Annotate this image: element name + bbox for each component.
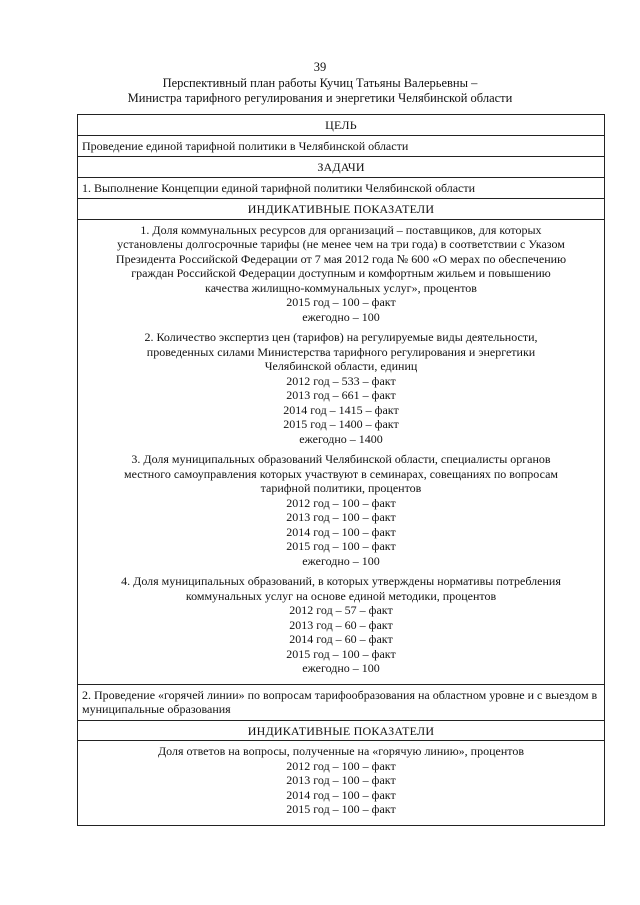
indicator-item xyxy=(86,574,596,676)
plan-table xyxy=(77,114,605,826)
indicator-text-line: Челябинской области, единиц xyxy=(264,359,418,373)
indicator-text-line: коммунальных услуг на основе единой методики, процентов xyxy=(185,588,497,603)
indicator-text-line: 4. Доля муниципальных образований, в которых утверждены нормативы потребления xyxy=(121,574,561,588)
indicator-value: 2013 год – 100 – факт xyxy=(286,510,396,524)
indicators-block-2 xyxy=(78,741,604,825)
indicator-text-line: граждан Российской Федерации доступным и комфортным жильем и повышению xyxy=(131,266,551,280)
indicator-value: ежегодно – 100 xyxy=(302,309,380,324)
indicator-text-line: проведенных силами Министерства тарифного регулирования и энергетики xyxy=(146,344,536,359)
indicator-value: 2014 год – 100 – факт xyxy=(286,787,396,802)
indicator-values xyxy=(86,496,596,569)
indicator-text-line: местного самоуправления которых участвуют в семинарах, совещаниях по вопросам xyxy=(123,466,558,481)
indicator-value: 2013 год – 100 – факт xyxy=(286,773,396,787)
indicator-value: 2014 год – 60 – факт xyxy=(289,632,393,646)
indicator-value: 2012 год – 100 – факт xyxy=(286,758,396,773)
page-title xyxy=(0,76,640,106)
tasks-header: ЗАДАЧИ xyxy=(78,157,604,178)
indicator-value: 2012 год – 533 – факт xyxy=(286,373,396,388)
indicator-values xyxy=(86,759,596,817)
indicator-values xyxy=(86,295,596,324)
indicator-text-line: Президента Российской Федерации от 7 мая 2012 года № 600 «О мерах по обеспечению xyxy=(115,251,567,266)
indicator-value: 2013 год – 60 – факт xyxy=(289,617,393,632)
indicator-value: 2014 год – 1415 – факт xyxy=(283,402,399,417)
indicator-value: 2015 год – 100 – факт xyxy=(286,539,396,553)
indicator-text-line: тарифной политики, процентов xyxy=(260,481,422,495)
indicator-text-line: качества жилищно-коммунальных услуг», процентов xyxy=(205,280,477,295)
task-1: 1. Выполнение Концепции единой тарифной политики Челябинской области xyxy=(78,178,604,200)
indicator-value: 2012 год – 57 – факт xyxy=(289,603,393,617)
indicator-text-line: 2. Количество экспертиз цен (тарифов) на регулируемые виды деятельности, xyxy=(144,330,538,344)
indicator-value: ежегодно – 1400 xyxy=(299,431,383,446)
indicator-value: 2012 год – 100 – факт xyxy=(286,495,396,510)
indicator-text-line: установлены долгосрочные тарифы (не менее чем на три года) в соответствии с Указом xyxy=(117,237,565,251)
indicator-value: ежегодно – 100 xyxy=(302,553,380,568)
goal-text: Проведение единой тарифной политики в Челябинской области xyxy=(78,136,604,158)
indicator-value: 2015 год – 100 – факт xyxy=(286,295,396,309)
indicator-value: 2014 год – 100 – факт xyxy=(286,524,396,539)
indicator-value: 2015 год – 1400 – факт xyxy=(283,417,399,431)
indicator-value: 2015 год – 100 – факт xyxy=(286,646,396,661)
page-number: 39 xyxy=(313,60,327,74)
task-2: 2. Проведение «горячей линии» по вопросам тарифообразования на областном уровне и с выездом в муниципальные образования xyxy=(78,685,604,721)
indicator-values xyxy=(86,374,596,447)
indicator-text-line: Доля ответов на вопросы, полученные на «горячую линию», процентов xyxy=(157,744,525,758)
indicator-text-line: 3. Доля муниципальных образований Челябинской области, специалисты органов xyxy=(131,452,551,466)
indicator-value: 2013 год – 661 – факт xyxy=(286,388,396,402)
indicator-text-line: 1. Доля коммунальных ресурсов для организаций – поставщиков, для которых xyxy=(140,222,542,237)
title-line-2: Министра тарифного регулирования и энергетики Челябинской области xyxy=(127,91,513,105)
indicators-header-1: ИНДИКАТИВНЫЕ ПОКАЗАТЕЛИ xyxy=(78,199,604,220)
indicators-header-2: ИНДИКАТИВНЫЕ ПОКАЗАТЕЛИ xyxy=(78,721,604,742)
indicators-block-1 xyxy=(78,220,604,685)
goal-header: ЦЕЛЬ xyxy=(78,115,604,136)
indicator-item xyxy=(86,223,596,325)
title-line-1: Перспективный план работы Кучиц Татьяны Валерьевны – xyxy=(162,76,478,90)
indicator-item xyxy=(86,452,596,568)
indicator-value: ежегодно – 100 xyxy=(302,661,380,675)
indicator-values xyxy=(86,603,596,676)
indicator-item xyxy=(86,330,596,446)
indicator-item xyxy=(86,744,596,817)
indicator-value: 2015 год – 100 – факт xyxy=(286,802,396,816)
